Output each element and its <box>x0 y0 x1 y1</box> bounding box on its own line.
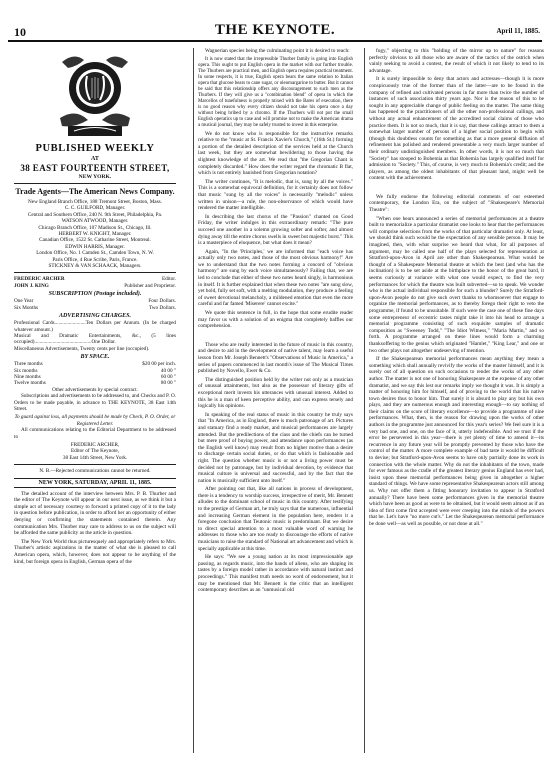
rate-value: Four Dollars. <box>148 298 176 305</box>
masthead <box>8 22 542 42</box>
rate-label: Twelve months <box>14 380 46 387</box>
article-paragraph: fogy," objecting to this "holding of the mirror up to nature" for reasons perfectly obvious to all those who are aware of the tactics of the ostrich when vainly seeking to avoid a contest, the result of which it not likely to tend to its advantage. <box>369 48 544 74</box>
rate-value: $20 00 per inch. <box>142 361 176 368</box>
article-paragraph: It is surely impossible to deny that actors and actresses—though it is more conspicuously true of the former than of the latter—are to be found in the company of refined and cultivated persons in far more than twice the number of instances of such association thirty years ago. Nor is the reason of this to be sought in any appreciable change of public feeling on the matter. The same thing has happened to the practitioners of all the other non-professional callings, and without any actual enhancement of the accredited social claims of those who practice them. It is not so much, that it is say, that these callings attract to them a somewhat larger number of persons of a higher social position to begin with (though this doubtless counts for something as that a more general diffusion of refinement has polished and rendered presentable a very much larger number of their ordinary undistinguished members. In other words, it is not so much that "Society" has stooped to Bohemia as that Bohemia has largely qualified itself for admission to "Society." This, of course, is very much to Bohemia's credit; and the players, as among the oldest inhabitants of that pleasant land, might well be content with the achievement. <box>369 76 544 182</box>
address-line: FREDERIC ARCHER, <box>70 442 120 448</box>
staff-name: JOHN J. KING <box>14 282 49 289</box>
rate-label: Three months <box>14 361 43 368</box>
staff-role: Editor. <box>162 276 176 283</box>
ad-rate-line: Musical and Dramatic Entertainments, &c., (5 lines occupied)............................................One Dollar. <box>14 332 176 346</box>
staff-row <box>14 283 176 289</box>
column-masthead-info <box>14 48 176 753</box>
ad-rate-line: Miscellaneous Advertisements, Twenty cents per line (occupied). <box>14 345 150 352</box>
quoted-paragraph: It is now stated that the irrepressible Thurber family is going into English opera. This ought to put English opera in the market with our further trouble. The Thurbers are practical men, and English opera requires practical treatment. In some respects, it is true, English opera bears the same relation to Italian opera that glucose bears to cane sugar, or oleomargarine to butter. But it cannot be said that this relationship offers any discouragement to such men as the Thurbers. If they will give us a "combination blend" of opera in which the Marcellos of tunefulness is properly mixed with the Bares of execution, there is no good reason why every citizen should not take his opera once a day without being bribed by a chromo. If the Thurbers will not put the small English operatics up to case and will promise not to make the American drama a musical journal, they may be safely trusted to invest in this enterprise. <box>198 56 353 128</box>
agency-manager: HERBERT W. KNIGHT, Manager. <box>58 231 132 238</box>
trade-agents-heading: Trade Agents—The American News Company. <box>15 187 175 196</box>
article-paragraph: The writer continues, "It is melodic, that is, sung by all the voices." This is a somewhat equivocal definition, for it certainly does not follow that music "sung by all the voices" is necessarily "melodic" unless written in unison—a rule, the non-observance of which would have rendered the matter intelligible. <box>198 178 353 212</box>
agency-manager: STICKNEY & VAN SCHAACK, Managers. <box>48 263 142 270</box>
subscription-rates <box>14 298 176 311</box>
article-paragraph: He says: "We see a young nation at its most impressionable age passing, as regards music, into the hands of aliens, who are shaping its tastes by a foreign model rather in accordance with natural instinct and proceedings." This manifest truth needs no word of endorsement, but it may be mentioned that Mr. Bennett is the critic that an intelligent contemporary describes as an "unmusical old <box>198 554 353 594</box>
space-rates <box>14 361 176 387</box>
divider <box>14 272 176 273</box>
issue-date: April 11, 1885. <box>496 27 540 35</box>
published-weekly-heading: PUBLISHED WEEKLY <box>35 143 155 154</box>
article-paragraph: After pointing out that, like all nations in process of development, there is a tendency to worship success, irrespective of merit, Mr. Bennett alludes to the dominant school of music in this country. After testifying to the prestige of German art, he truly says that the numerous, influential and increasing German element in the population here, renders it a foregone conclusion that Teutonic music is predominant. But we desire to direct special attention to a most valuable word of warning he addresses to those who are too ready to discourage the efforts of native musicians to raise the standard of National art advancement and which is specially applicable at this time. <box>198 486 353 552</box>
agency-line: Paris Office, 4 Rue Scribe, Paris, France. <box>52 256 138 263</box>
agency-manager: WATSON ATWOOD, Manager. <box>61 218 129 225</box>
agency-manager: EDWIN HARRIS, Manager. <box>65 243 125 250</box>
article-paragraph: In speaking of the real status of music in this country he truly says that "In America, as in England, there is much patronage of art. Pictures and statuary find a ready market, and musical performances are largely attended. But the predilections of the class and the chiefs can be turned but mere proof of buying power, and attendance upon performances (as the English well know) may result from no higher motive than a desire to discharge certain social duties, or do that which is fashionable and right. The question whether music is or not a living power must be decided not by patronage, but by individual devotion, by evidence that musical culture is universal and successful, and by the fact that the nation is musically sufficient unto itself." <box>198 411 353 484</box>
agencies-list <box>14 199 176 269</box>
rate-value: 60 00 " <box>160 373 176 380</box>
rate-value: 80 00 " <box>160 380 176 387</box>
by-space-heading: BY SPACE. <box>80 354 110 361</box>
address-line: 38 East 14th Street, New York. <box>62 454 128 461</box>
article-paragraph: If the Shakespearean memorial performances mean anything they mean a something which shall annually revivify the works of the master himself, and it is surely out of all question on such occasions to render the works of any other author. The matter is not one of honoring Shakespeare at the expense of any other dramatist, and we say this lest our remarks imply we thought it was. It is simply a matter of honoring him for himself, and of proving to the world that his native town desires thus to honor him. That surely it is absurd to play any but his own plays, and they are numerous enough and interesting enough—to say nothing of their claims on the score of literary excellence—to provide a programme of nine performances. What, then, is the reason for drawing upon the works of other authors in the programme just announced for this year's series? We feel sure it is a very bad one, and one, on the face of it, utterly indefensible. And we trust if the error be persevered in this year—there is yet plenty of time to amend it—its recurrence in any future year will be promptly prevented by those who have the control of the matter. A more complete example of bad taste it would be difficult to devise; but Stratford-upon-Avon seems to have only partially done its work in connection with the whole matter. Why do not the inhabitants of the town, made for ever famous as the cradle of the greatest literary genius England has ever had, insist upon these memorial performances being given in altogether a higher standard of things. We have some representative Shakespearean actors still among us. Why not offer them a fitting honorary invitation to appear in Stratford annually? There have been some performances given in the memorial theatre which have been as good as were to be obtained, but it would seem almost as if an idea of first come first accepted were ever creeping into the minds of the powers that be. Let's have "no more cut's." Let the Shakespearean memorial performance be done well—as well as possible, or not done at all." <box>369 356 544 527</box>
rate-value: Two Dollars. <box>148 304 176 311</box>
other-ads-note: Other advertisements by special contract. <box>52 386 138 393</box>
staff-list <box>14 276 176 289</box>
subscriptions-note: Subscriptions and advertisements to be addressed to, and Checks and P. O. Orders to be made payable, in advance to THE KEYNOTE, 38 East 14th Street. <box>14 393 176 412</box>
nb-note: N. B.—Rejected communications cannot be returned. <box>39 468 151 475</box>
page-number: 10 <box>14 25 26 39</box>
issue-dateline: NEW YORK, SATURDAY, APRIL 11, 1885. <box>14 478 176 488</box>
agency-line: New England Branch Office, 188 Tremont Street, Boston, Mass. <box>28 199 162 205</box>
agency-line: Central and Southern Office, 240 N. 9th Street, Philadelphia, Pa. <box>27 211 163 218</box>
article-paragraph: The distinguished position held by the writer not only as a musician of unusual attainments, but also as the possessor of literary gifts of exceptional merit invests his utterances with unusual interest. Added to this he is a man of keen perceptive ability, and can express tersely and logically his opinions. <box>198 376 353 410</box>
agency-line: Canadian Office, 1522 St. Catharine Street, Montreal. <box>39 237 151 244</box>
newspaper-title: THE KEYNOTE. <box>214 22 336 38</box>
rate-label: One Year <box>14 298 34 305</box>
article-paragraph: Wagnerian species being the culminating point it is desired to reach: <box>205 48 350 54</box>
rate-row <box>14 305 176 311</box>
section-gap <box>369 184 544 194</box>
rate-value: 40 00 " <box>160 367 176 374</box>
article-paragraph: We do not know who is responsible for the instructive remarks relative to the "music at St. Francis Xavier's Church," (16th St.) forming a portion of the detailed description of the services held at the Church last week, but they are somewhat bewildering to those having the slightest knowledge of the art. We read that "the Gregorian Chant is completely discarded." How does the writer regard the chromatic B flat, which is not entirely banished from Gregorian notation? <box>198 130 353 177</box>
agency-line: Chicago Branch Office, 107 Madison St., Chicago, Ill. <box>38 224 152 231</box>
article-paragraph: Those who are really interested in the future of music in this country, and desire to aid in the development of native talent, may learn a useful lesson from Mr. Joseph Bennett's "Observations of Music in America," a series of papers commenced in last month's issue of The Musical Times published by Novello, Ewer & Co. <box>198 341 353 375</box>
editorial-note: All communications relating to the Editorial Department to be addressed to <box>14 427 176 440</box>
advertising-rates <box>14 320 176 352</box>
rate-label: Nine months <box>14 373 41 380</box>
staff-role: Publisher and Proprietor. <box>124 282 176 289</box>
section-gap <box>198 332 353 342</box>
column-editorial-2 <box>193 48 353 753</box>
office-address: 38 EAST FOURTEENTH STREET, <box>20 163 170 173</box>
remittance-note: To guard against loss, all payments should be made by Check, P. O. Order, or Registered Letter. <box>14 414 176 427</box>
advertising-heading: ADVERTISING CHARGES. <box>58 313 132 320</box>
subscription-heading: SUBSCRIPTION (Postage included). <box>48 291 142 298</box>
rate-label: Six Months <box>14 304 39 311</box>
article-paragraph: We quote this sentence in full, in the hope that some erudite reader may favor us with a solution of an enigma that completely baffles our comprehension. <box>198 310 353 330</box>
rate-label: Six months <box>14 367 38 374</box>
agency-line: London Office, No. 1 Camden St., Camden Town, N. W. <box>36 250 154 257</box>
lyre-emblem-logo <box>54 48 136 140</box>
staff-name: FREDERIC ARCHER <box>14 276 65 283</box>
editor-address <box>14 442 176 461</box>
at-label: AT <box>91 156 99 162</box>
article-paragraph: The detailed account of the interview between Mrs. P. B. Thurber and the editor of The Keynote will appear in our next issue, as we think it but a simple act of necessary courtesy to forward a printed copy of it to the lady in question before publication, in order to afford her an opportunity of either denying or confirming the statements contained therein. Any communication Mrs. Thurber may care to address to us on the subject will be afforded the same publicity as the article in question. <box>14 490 176 537</box>
address-line: Editor of The Keynote, <box>70 448 120 455</box>
article-paragraph: The New York World thus picturesquely and appropriately refers to Mrs. Thurber's artistic aspirations in the matter of what she is pleased to call American opera, which, however, does not appear to be anything of the kind, but foreign opera in English, German opera of the <box>14 538 176 565</box>
divider <box>14 464 176 465</box>
office-city: NEW YORK. <box>78 174 112 180</box>
ad-rate-line: Professional Cards........................Ten Dollars per Annum. (In be charged whatever amount.) <box>14 320 176 333</box>
article-paragraph: We fully endorse the following editorial comments of our esteemed contemporary, the London Era, on the subject of "Shakespeare's Memorial Theatre": <box>369 193 544 214</box>
agency-manager: C. C. GUILFORD, Manager. <box>64 205 126 212</box>
article-paragraph: In describing the last chorus of the "Passion" chanted on Good Friday, the writer indulges in this extraordinary remark: "The pure succeed one another in a solemn growing softer and softer, and almost dying away till the entire chorus swells in sweet but majestic burst." This is a masterpiece of eloquence, but what does it mean? <box>198 213 353 247</box>
article-paragraph: "When one hears announced a series of memorial performances at a theatre built to memorialize a particular dramatist one looks to hear that the performances will comprise selections from the works of that particular dramatist only. At least, we should think such would be the expectation of any sensible person. It may be imagined, then, with what surprise we heard that what, for all purposes of argument, may be called one half of the plays selected for representation at Stratford-upon-Avon in April are other than Shakespearean. What would be thought of a Shakespeare Memorial theatre at which the best (and who has the inclination) is to be set aside at the birthplace to the honor of the great bard, it seems curiously at variance with what one would expect, to find the very performances for which the theatre was built subverted—so to speak. We wonder who is the actual individual responsible for such a blunder? Surely the Stratford-upon-Avon people do not give such overt thanks to whomsoever that engage to organize the memorial performances, as to thereby forego their right to veto the programme, if found to be unsuitable. If such were the case one of these fine days some entrepreneur of eccentric tastes might take it into his head to arrange a memorial programme consisting of such exquisite samples of dramatic composition as "Sweeney Todd," "The Idiot Witness," "Maria Martin," and so forth. A programme arranged on these lines would form a charming thanksoffering to the genius which originated "Hamlet," "King Lear," and one or two other plays not altogether undeserving of mention. <box>369 215 544 354</box>
article-paragraph: Again, "In the 'Principles,' we are informed that "each voice has actually only two notes, and those of the most obvious harmony!" Are we to understand that the two notes forming a concord of "obvious harmony" are sung by each voice simultaneously? Failing that, we are led to conclude that either of these two notes heard singly, is harmonious in itself. It is further explained that when these two notes "are sung slow, yet bold, fully set soft, with a melting modulation, they produce a feeling of sweet devotional melancholy, a mildened emotion that even the more careful and far famed 'Miserere' cannot excite." <box>198 248 353 308</box>
column-editorial-3 <box>364 48 544 753</box>
divider <box>14 183 176 184</box>
